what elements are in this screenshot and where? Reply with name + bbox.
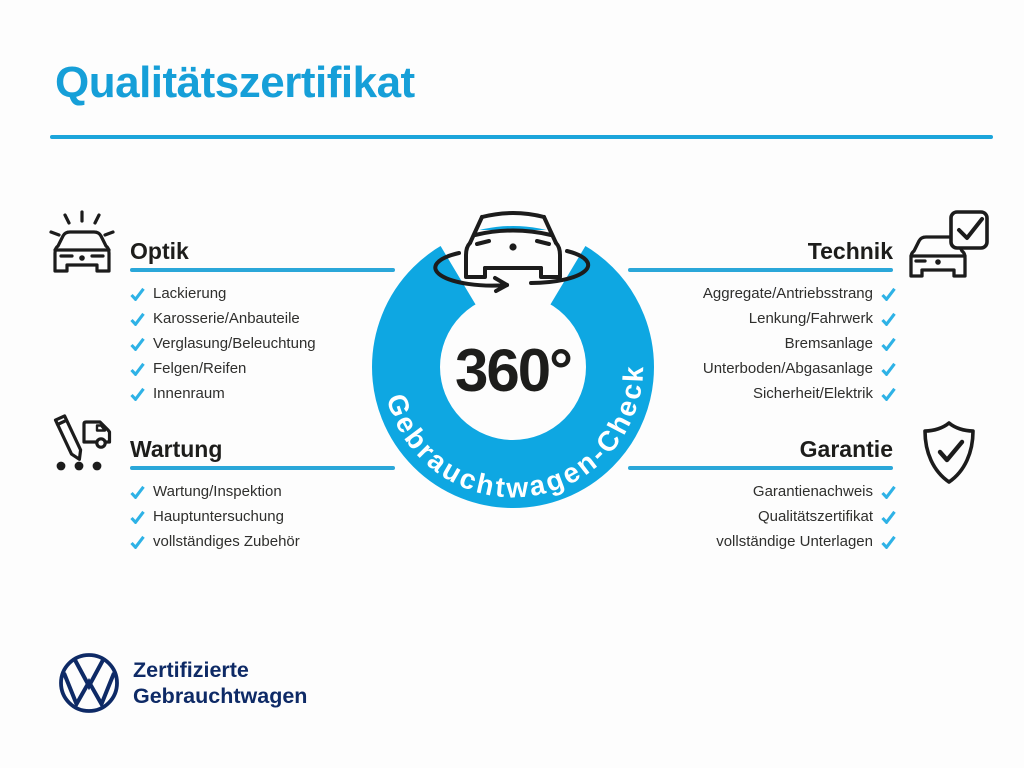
badge-degrees: 360° [454, 337, 572, 404]
item-label: Aggregate/Antriebsstrang [702, 285, 873, 302]
check-icon [130, 362, 145, 376]
footer-claim-line1: Zertifizierte [133, 658, 249, 682]
car-sparkle-icon [44, 208, 120, 280]
check-icon [130, 337, 145, 351]
section-divider-wartung [130, 466, 395, 470]
check-icon [881, 312, 896, 326]
car-checkbox-icon [906, 208, 990, 284]
check-icon [881, 337, 896, 351]
check-icon [130, 387, 145, 401]
checklist-van-icon [44, 406, 116, 474]
item-label: Hauptuntersuchung [153, 508, 284, 525]
item-label: vollständige Unterlagen [716, 533, 873, 550]
section-title-wartung: Wartung [130, 436, 223, 462]
check-icon [130, 510, 145, 524]
page-title: Qualitätszertifikat [55, 58, 415, 107]
item-label: Wartung/Inspektion [153, 483, 282, 500]
list-item [130, 529, 463, 554]
section-title-technik: Technik [807, 238, 893, 264]
check-icon [881, 287, 896, 301]
item-label: Garantienachweis [752, 483, 873, 500]
item-label: Sicherheit/Elektrik [752, 385, 873, 402]
item-label: Innenraum [153, 385, 225, 402]
check-icon [881, 535, 896, 549]
item-label: Unterboden/Abgasanlage [702, 360, 873, 377]
list-item [563, 529, 896, 554]
check-icon [130, 312, 145, 326]
footer-claim [133, 657, 307, 709]
section-title-garantie: Garantie [799, 436, 893, 462]
item-label: Qualitätszertifikat [757, 508, 873, 525]
item-label: Lackierung [153, 285, 227, 302]
item-label: Felgen/Reifen [153, 360, 247, 377]
check-icon [130, 485, 145, 499]
badge-ring-label: Gebrauchtwagen-Check [380, 362, 650, 504]
item-label: Karosserie/Anbauteile [153, 310, 300, 327]
check-icon [881, 485, 896, 499]
item-label: Verglasung/Beleuchtung [153, 335, 316, 352]
item-label: vollständiges Zubehör [153, 533, 300, 550]
check-icon [881, 362, 896, 376]
check-icon [881, 387, 896, 401]
vw-logo [58, 652, 120, 714]
shield-check-icon [916, 418, 982, 488]
title-divider [50, 135, 993, 139]
section-divider-optik [130, 268, 395, 272]
section-title-optik: Optik [130, 238, 189, 264]
check-icon [881, 510, 896, 524]
360-check-badge [358, 190, 668, 520]
item-label: Lenkung/Fahrwerk [748, 310, 873, 327]
check-icon [130, 287, 145, 301]
check-icon [130, 535, 145, 549]
item-label: Bremsanlage [784, 335, 873, 352]
footer-claim-line2: Gebrauchtwagen [133, 684, 308, 708]
